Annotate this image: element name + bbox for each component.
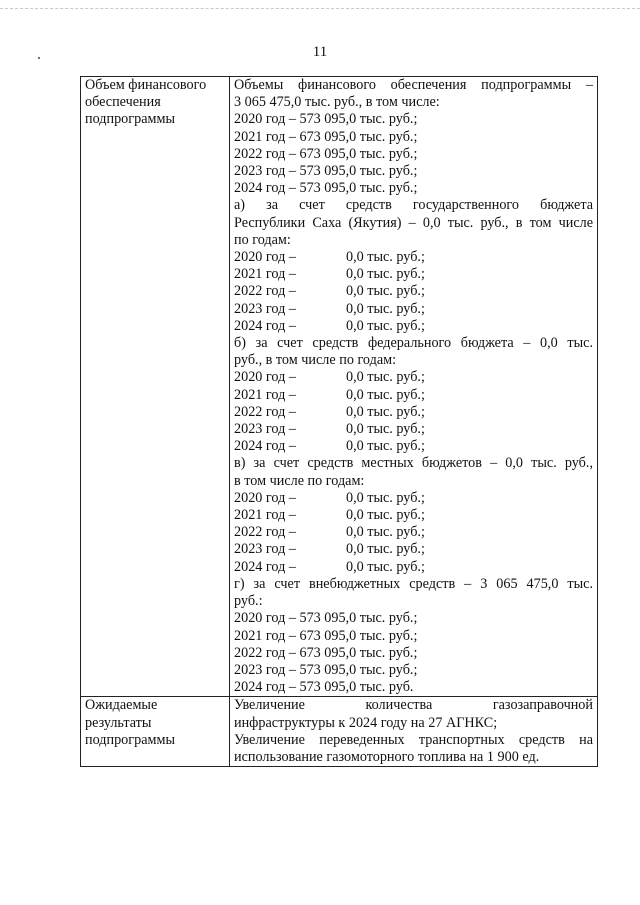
year-amount: 0,0 тыс. руб.; [346, 541, 425, 558]
value-cell-financing [230, 77, 598, 697]
label-cell-results [81, 697, 230, 767]
result-line: использование газомоторного топлива на 1 900 ед. [234, 748, 540, 765]
year-label: 2024 год – [234, 317, 296, 334]
section-v-year-line [234, 490, 593, 507]
section-v-year-line [234, 559, 593, 576]
year-label: 2022 год – [234, 403, 296, 420]
year-label: 2021 год – [234, 266, 296, 283]
year-amount: 0,0 тыс. руб.; [346, 386, 425, 403]
section-g-heading: руб.: [234, 593, 263, 610]
year-amount: 0,0 тыс. руб.; [346, 283, 425, 300]
total-year-line: 2022 год – 673 095,0 тыс. руб.; [234, 145, 418, 162]
section-b-year-line [234, 438, 593, 455]
section-v-year-line [234, 541, 593, 558]
year-label: 2020 год – [234, 249, 296, 266]
label-cell-financing [81, 77, 230, 697]
year-label: 2024 год – [234, 438, 296, 455]
year-label: 2023 год – [234, 421, 296, 438]
total-year-line: 2024 год – 573 095,0 тыс. руб.; [234, 180, 418, 197]
page-number: 11 [312, 44, 328, 60]
year-amount: 0,0 тыс. руб.; [346, 249, 425, 266]
section-v-heading: в том числе по годам: [234, 472, 365, 489]
year-amount: 0,0 тыс. руб.; [346, 558, 425, 575]
section-a-year-line [234, 301, 593, 318]
section-b-year-line [234, 421, 593, 438]
label-line: результаты [85, 714, 152, 731]
section-b-heading: руб., в том числе по годам: [234, 352, 397, 369]
year-label: 2023 год – [234, 541, 296, 558]
section-g-year-line: 2024 год – 573 095,0 тыс. руб. [234, 679, 414, 696]
value-cell-results [230, 697, 598, 767]
total-year-line: 2021 год – 673 095,0 тыс. руб.; [234, 128, 418, 145]
section-v-year-line [234, 524, 593, 541]
year-label: 2023 год – [234, 300, 296, 317]
label-line: обеспечения [85, 94, 161, 111]
section-a-year-line [234, 266, 593, 283]
year-label: 2022 год – [234, 283, 296, 300]
year-amount: 0,0 тыс. руб.; [346, 421, 425, 438]
result-line: Увеличение переведенных транспортных средств на [234, 731, 593, 748]
section-a-heading: Республики Саха (Якутия) – 0,0 тыс. руб., в том числе [234, 214, 593, 231]
year-label: 2021 год – [234, 507, 296, 524]
section-g-heading: г) за счет внебюджетных средств – 3 065 475,0 тыс. [234, 575, 593, 592]
label-line: Объем финансового [85, 77, 207, 93]
financing-intro-line: 3 065 475,0 тыс. руб., в том числе: [234, 94, 440, 111]
section-g-year-line: 2023 год – 573 095,0 тыс. руб.; [234, 661, 418, 678]
section-g-year-line: 2020 год – 573 095,0 тыс. руб.; [234, 610, 418, 627]
table-row-financing [81, 77, 598, 697]
section-v-year-line [234, 507, 593, 524]
year-amount: 0,0 тыс. руб.; [346, 266, 425, 283]
result-line: инфраструктуры к 2024 году на 27 АГНКС; [234, 714, 498, 731]
section-b-year-line [234, 387, 593, 404]
passport-table [80, 76, 598, 767]
financing-intro-line: Объемы финансового обеспечения подпрограммы – [234, 77, 593, 93]
year-amount: 0,0 тыс. руб.; [346, 300, 425, 317]
year-amount: 0,0 тыс. руб.; [346, 317, 425, 334]
label-line: подпрограммы [85, 111, 175, 128]
section-a-heading: по годам: [234, 231, 291, 248]
scan-edge-line [0, 8, 640, 9]
year-label: 2022 год – [234, 524, 296, 541]
year-amount: 0,0 тыс. руб.; [346, 403, 425, 420]
table-row-results [81, 697, 598, 767]
section-a-year-line [234, 283, 593, 300]
total-year-line: 2020 год – 573 095,0 тыс. руб.; [234, 111, 418, 128]
year-amount: 0,0 тыс. руб.; [346, 369, 425, 386]
label-line: подпрограммы [85, 731, 175, 748]
section-b-year-line [234, 369, 593, 386]
section-b-year-line [234, 404, 593, 421]
section-b-heading: б) за счет средств федерального бюджета – 0,0 тыс. [234, 335, 593, 352]
year-label: 2024 год – [234, 558, 296, 575]
section-g-year-line: 2022 год – 673 095,0 тыс. руб.; [234, 644, 418, 661]
year-label: 2020 год – [234, 369, 296, 386]
year-amount: 0,0 тыс. руб.; [346, 438, 425, 455]
result-line: Увеличение количества газозаправочной [234, 697, 593, 714]
year-amount: 0,0 тыс. руб.; [346, 489, 425, 506]
section-a-year-line [234, 318, 593, 335]
section-g-year-line: 2021 год – 673 095,0 тыс. руб.; [234, 627, 418, 644]
year-amount: 0,0 тыс. руб.; [346, 507, 425, 524]
section-a-year-line [234, 249, 593, 266]
total-year-line: 2023 год – 573 095,0 тыс. руб.; [234, 163, 418, 180]
label-line: Ожидаемые [85, 697, 158, 714]
year-amount: 0,0 тыс. руб.; [346, 524, 425, 541]
section-v-heading: в) за счет средств местных бюджетов – 0,0 тыс. руб., [234, 455, 593, 472]
section-a-heading: а) за счет средств государственного бюджета [234, 197, 593, 214]
year-label: 2021 год – [234, 386, 296, 403]
year-label: 2020 год – [234, 489, 296, 506]
